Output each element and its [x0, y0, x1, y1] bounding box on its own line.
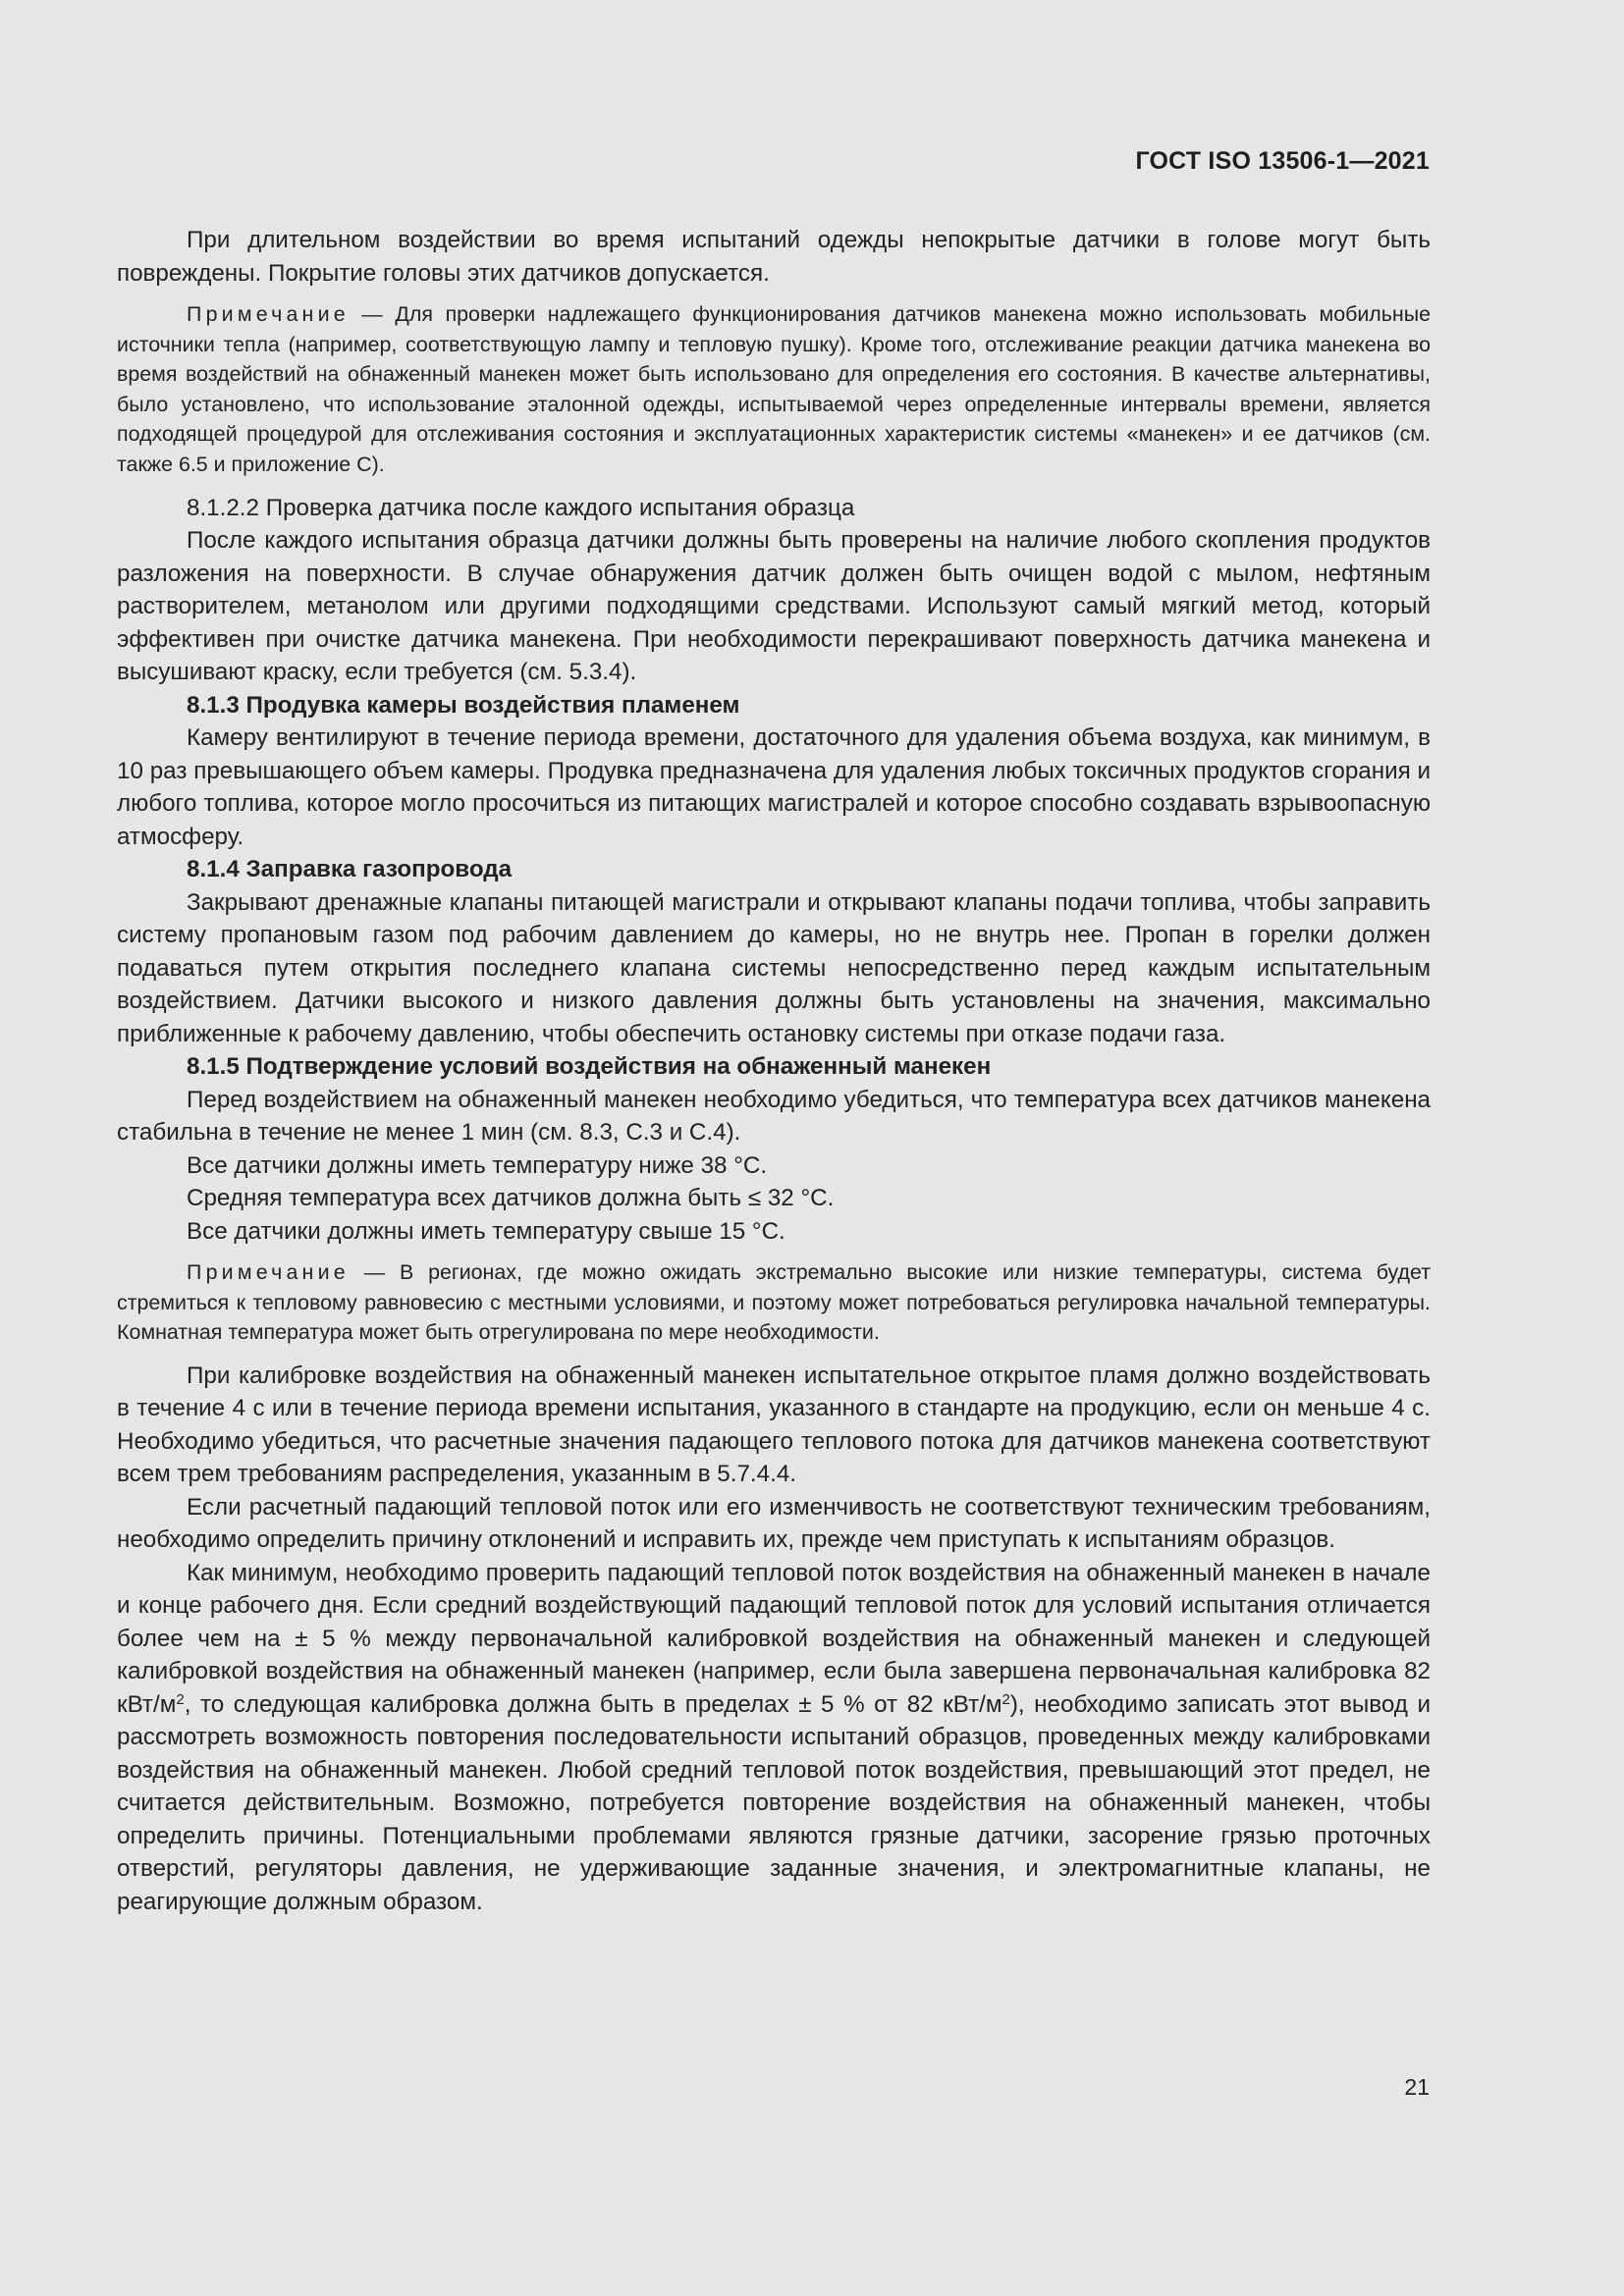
note-text: — Для проверки надлежащего функционирования датчиков манекена можно использовать мобильные источники тепла (например, соответствующую лампу и тепловую пушку). Кроме того, отслеживание реакции датчика манекена во время воздействий на обнаженный манекен может быть использовано для определения его состояния. В качестве альтернативы, было установлено, что использование эталонной одежды, испытываемой через определенные интервалы времени, является подходящей процедурой для отслеживания состояния и эксплуатационных характеристик системы «манекен» и ее датчиков (см. также 6.5 и приложение С). — [117, 302, 1431, 476]
calibration-text-part-1: Как минимум, необходимо проверить падающий тепловой поток воздействия на обнаженный манекен в начале и конце рабочего дня. Если средний воздействующий падающий тепловой поток для условий испытания отличается более чем на ± 5 % между первоначальной калибровкой воздействия на обнаженный манекен и следующей калибровкой воздействия на обнаженный манекен (например, если была завершена первоначальная калибровка 82 кВт/м — [117, 1559, 1431, 1718]
page-body — [117, 224, 1431, 1918]
note-label: Примечание — [187, 1260, 350, 1285]
section-heading-8-1-5: 8.1.5 Подтверждение условий воздействия на обнаженный манекен — [187, 1053, 992, 1081]
paragraph-8-1-3: Камеру вентилируют в течение периода времени, достаточного для удаления объема воздуха, как минимум, в 10 раз превышающего объем камеры. Продувка предназначена для удаления любых токсичных продуктов сгорания и любого топлива, которое могло просочиться из питающих магистралей и которое способно создавать взрывоопасную атмосферу. — [117, 724, 1431, 850]
note-sensor-check — [117, 299, 1431, 480]
section-heading-8-1-4: 8.1.4 Заправка газопровода — [187, 856, 513, 883]
calibration-text-part-3: ), необходимо записать этот вывод и рассмотреть возможность повторения последовательности испытаний образцов, проведенных между калибровками воздействия на обнаженный манекен. Любой средний тепловой поток воздействия, превышающий этот предел, не считается действительным. Возможно, потребуется повторение воздействия на обнаженный манекен, чтобы определить причины. Потенциальными проблемами являются грязные датчики, засорение грязью проточных отверстий, регуляторы давления, не удерживающие заданные значения, и электромагнитные клапаны, не реагирующие должным образом. — [117, 1690, 1431, 1915]
paragraph-head-sensors: При длительном воздействии во время испытаний одежды непокрытые датчики в голове могут быть повреждены. Покрытие головы этих датчиков допускается. — [117, 227, 1431, 287]
note-label: Примечание — [187, 302, 350, 326]
page-number: 21 — [1404, 2074, 1430, 2100]
document-id-header: ГОСТ ISO 13506-1—2021 — [1135, 147, 1430, 175]
paragraph-8-1-5-intro: Перед воздействием на обнаженный манекен необходимо убедиться, что температура всех датчиков манекена стабильна в течение не менее 1 мин (см. 8.3, С.3 и С.4). — [117, 1086, 1431, 1147]
requirement-above-15: Все датчики должны иметь температуру свыше 15 °С. — [187, 1217, 785, 1245]
section-heading-8-1-3: 8.1.3 Продувка камеры воздействия пламенем — [187, 691, 740, 719]
requirement-below-38: Все датчики должны иметь температуру ниже 38 °С. — [187, 1151, 768, 1179]
paragraph-calibration-3 — [117, 1557, 1431, 1919]
paragraph-calibration-2: Если расчетный падающий тепловой поток или его изменчивость не соответствуют техническим требованиям, необходимо определить причину отклонений и исправить их, прежде чем приступать к испытаниям образцов. — [117, 1493, 1431, 1554]
requirement-average-32: Средняя температура всех датчиков должна быть ≤ 32 °С. — [187, 1185, 835, 1212]
section-heading-8-1-2-2: 8.1.2.2 Проверка датчика после каждого испытания образца — [187, 494, 855, 521]
paragraph-calibration-1: При калибровке воздействия на обнаженный манекен испытательное открытое пламя должно воздействовать в течение 4 с или в течение периода времени испытания, указанного в стандарте на продукцию, если он меньше 4 с. Необходимо убедиться, что расчетные значения падающего теплового потока для датчиков манекена соответствуют всем трем требованиям распределения, указанным в 5.7.4.4. — [117, 1362, 1431, 1488]
note-temperature — [117, 1257, 1431, 1348]
superscript-2: 2 — [176, 1690, 185, 1708]
superscript-2: 2 — [1001, 1690, 1010, 1708]
calibration-text-part-2: , то следующая калибровка должна быть в пределах ± 5 % от 82 кВт/м — [184, 1690, 1002, 1718]
note-text: — В регионах, где можно ожидать экстремально высокие или низкие температуры, система будет стремиться к тепловому равновесию с местными условиями, и поэтому может потребоваться регулировка начальной температуры. Комнатная температура может быть отрегулирована по мере необходимости. — [117, 1260, 1431, 1345]
paragraph-8-1-2-2: После каждого испытания образца датчики должны быть проверены на наличие любого скопления продуктов разложения на поверхности. В случае обнаружения датчик должен быть очищен водой с мылом, нефтяным растворителем, метанолом или другими подходящими средствами. Используют самый мягкий метод, который эффективен при очистке датчика манекена. При необходимости перекрашивают поверхность датчика манекена и высушивают краску, если требуется (см. 5.3.4). — [117, 527, 1431, 686]
paragraph-8-1-4: Закрывают дренажные клапаны питающей магистрали и открывают клапаны подачи топлива, чтобы заправить систему пропановым газом под рабочим давлением до камеры, но не внутрь нее. Пропан в горелки должен подаваться путем открытия последнего клапана системы непосредственно перед каждым испытательным воздействием. Датчики высокого и низкого давления должны быть установлены на значения, максимально приближенные к рабочему давлению, чтобы обеспечить остановку системы при отказе подачи газа. — [117, 888, 1431, 1047]
